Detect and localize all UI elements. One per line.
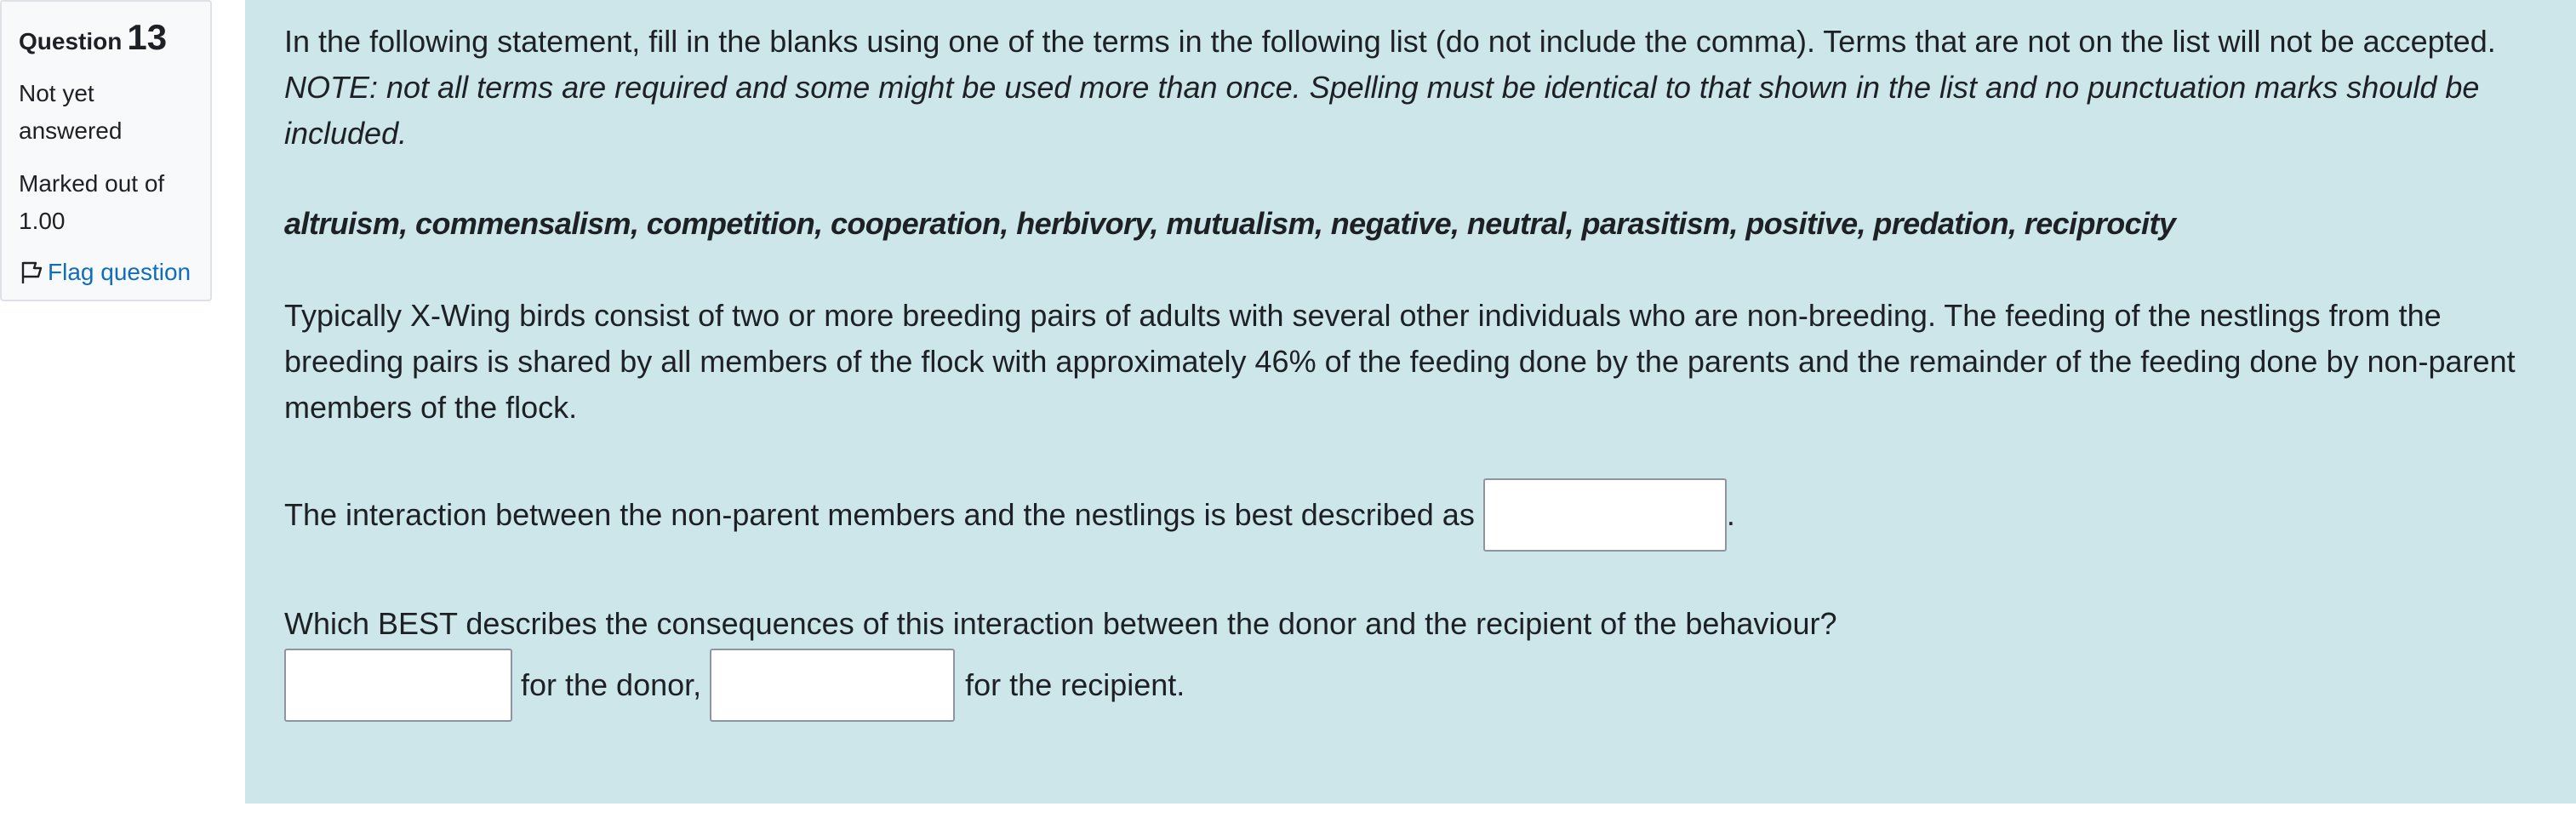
flag-icon xyxy=(19,260,44,285)
interaction-answer-input[interactable] xyxy=(1483,478,1727,552)
question-info-panel xyxy=(0,0,212,301)
interaction-question-text: The interaction between the non-parent members and the nestlings is best described as xyxy=(284,497,1475,532)
question-label: Question xyxy=(19,28,123,54)
question-note: NOTE: not all terms are required and some might be used more than once. Spelling must be identical to that shown in the list and no punctuation marks should be included. xyxy=(284,70,2480,151)
interaction-question xyxy=(284,478,2550,552)
consequence-answers xyxy=(284,649,2550,722)
question-grade: Marked out of 1.00 xyxy=(19,170,165,234)
question-instructions: In the following statement, fill in the blanks using one of the terms in the following list (do not include the comma). Terms that are not on the list will not be accepted. xyxy=(284,24,2496,59)
interaction-question-end: . xyxy=(1726,497,1735,532)
scenario-text: Typically X-Wing birds consist of two or more breeding pairs of adults with several other individuals who are non-breeding. The feeding of the nestlings from the breeding pairs is shared by all members of the flock with approximately 46% of the feeding done by the parents and the remainder of the feeding done by non-parent members of the flock. xyxy=(284,298,2516,425)
recipient-label: for the recipient. xyxy=(965,667,1185,702)
question-number-heading xyxy=(19,14,195,68)
question-content xyxy=(245,0,2576,804)
flag-question-label: Flag question xyxy=(48,259,191,285)
term-list: altruism, commensalism, competition, cooperation, herbivory, mutualism, negative, neutral, parasitism, positive, predation, reciprocity xyxy=(284,206,2176,241)
donor-answer-input[interactable] xyxy=(284,649,512,722)
recipient-answer-input[interactable] xyxy=(710,649,955,722)
question-state: Not yet answered xyxy=(19,80,123,144)
consequence-question-text: Which BEST describes the consequences of this interaction between the donor and the recipient of the behaviour? xyxy=(284,606,1837,641)
question-number: 13 xyxy=(127,17,168,57)
donor-label: for the donor, xyxy=(521,667,702,702)
flag-question-link[interactable] xyxy=(19,255,195,289)
